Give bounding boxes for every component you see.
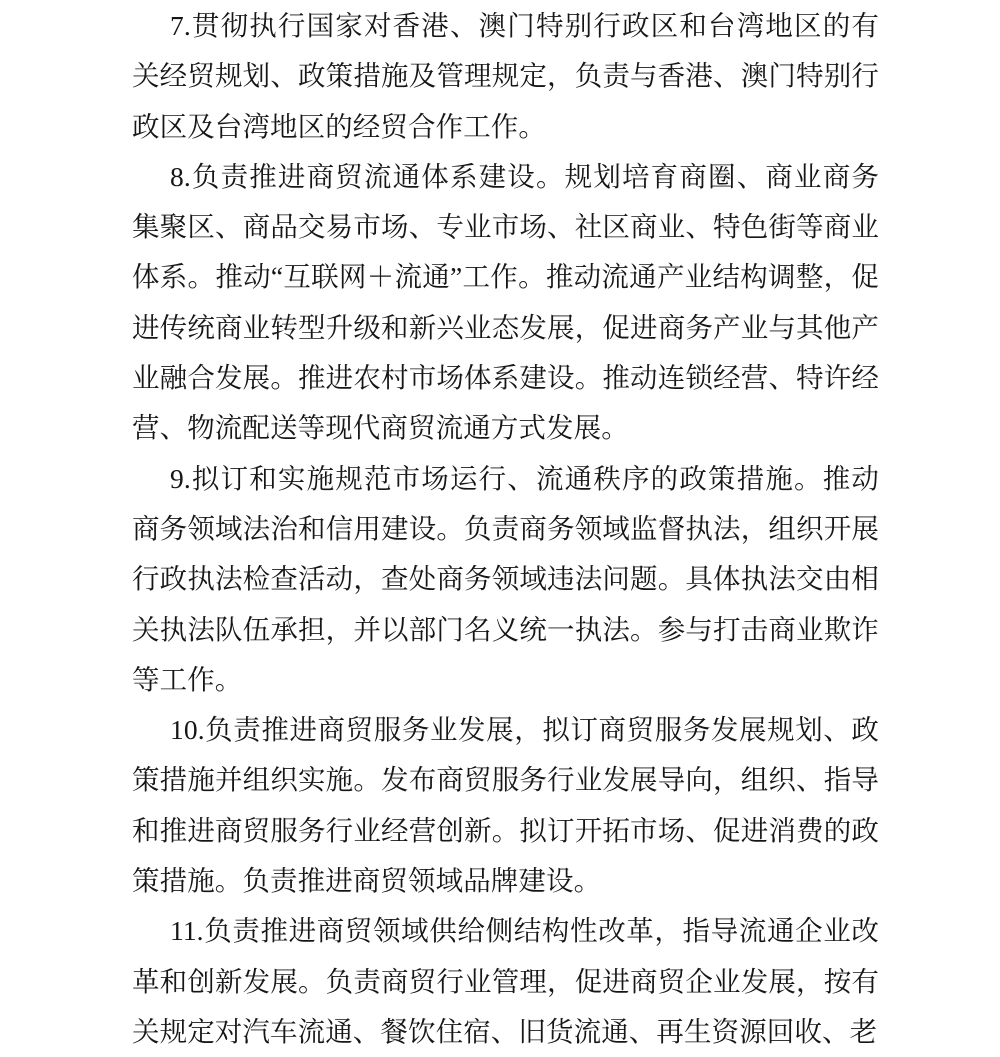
paragraph-item-9: 9.拟订和实施规范市场运行、流通秩序的政策措施。推动商务领域法治和信用建设。负责商务领域监督执法，组织开展行政执法检查活动，查处商务领域违法问题。具体执法交由相关执法队伍承担，并以部门名义统一执法。参与打击商业欺诈等工作。 bbox=[132, 462, 879, 695]
paragraph-item-8: 8.负责推进商贸流通体系建设。规划培育商圈、商业商务集聚区、商品交易市场、专业市场、社区商业、特色街等商业体系。推动“互联网＋流通”工作。推动流通产业结构调整，促进传统商业转型升级和新兴业态发展，促进商务产业与其他产业融合发展。推进农村市场体系建设。推动连锁经营、特许经营、物流配送等现代商贸流通方式发展。 bbox=[132, 160, 879, 444]
paragraph-item-10: 10.负责推进商贸服务业发展，拟订商贸服务发展规划、政策措施并组织实施。发布商贸服务行业发展导向，组织、指导和推进商贸服务行业经营创新。拟订开拓市场、促进消费的政策措施。负责推进商贸领域品牌建设。 bbox=[132, 714, 879, 897]
paragraph-item-7: 7.贯彻执行国家对香港、澳门特别行政区和台湾地区的有关经贸规划、政策措施及管理规定，负责与香港、澳门特别行政区及台湾地区的经贸合作工作。 bbox=[132, 10, 879, 142]
paragraph-item-11: 11.负责推进商贸领域供给侧结构性改革，指导流通企业改革和创新发展。负责商贸行业管理，促进商贸企业发展，按有关规定对汽车流通、餐饮住宿、旧货流通、再生资源回收、老 bbox=[132, 915, 879, 1047]
